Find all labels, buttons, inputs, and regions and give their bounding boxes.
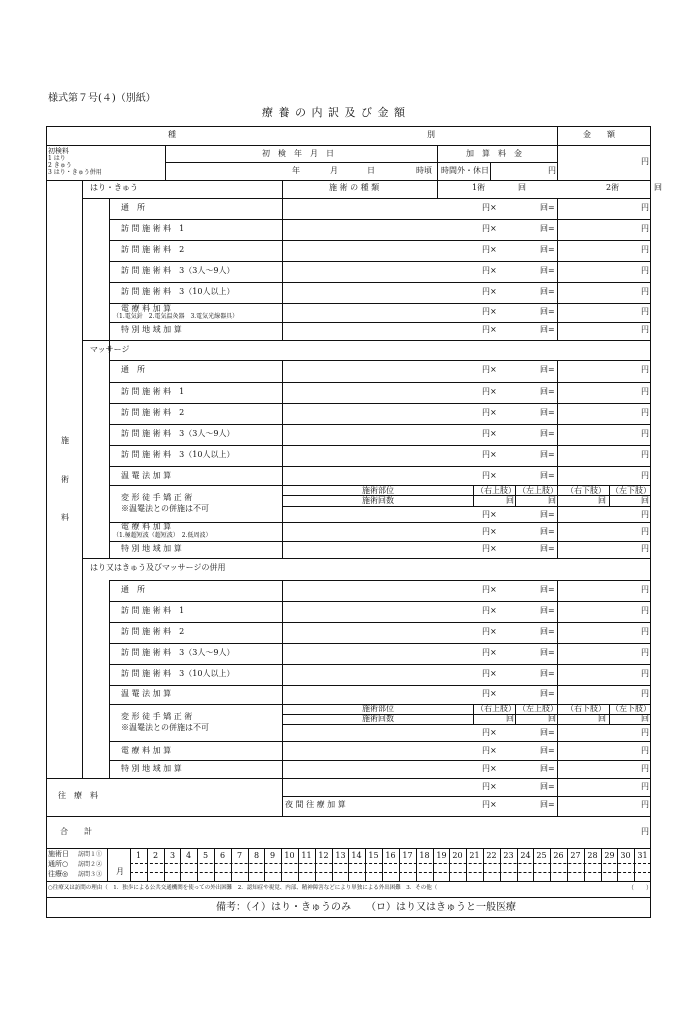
sec1-row-5: 訪 問 施 術 料 3（10人以上） xyxy=(121,287,235,296)
unit-kai: 回 xyxy=(506,714,514,723)
sec1-denryo-sub: （1.電気針 2.電気温灸器 3.電気光線器具） xyxy=(113,313,239,320)
unit-kai: 回= xyxy=(540,764,555,773)
shoken-yen: 円 xyxy=(641,157,649,166)
sec2-henkei: 変 形 徒 手 矯 正 術 xyxy=(121,493,193,502)
unit-yen-x: 円× xyxy=(482,782,497,791)
unit-kai: 回 xyxy=(641,496,649,505)
sec2-row-1: 通 所 xyxy=(121,365,145,374)
day-number: 11 xyxy=(301,851,312,860)
unit-yen-x: 円× xyxy=(482,585,497,594)
shoken-label: 初検料 xyxy=(48,147,69,155)
unit-kai: 回= xyxy=(540,648,555,657)
sec2-henkei-note: ※温罨法との併施は不可 xyxy=(121,504,209,513)
day-number: 7 xyxy=(236,851,243,860)
day-number: 20 xyxy=(452,851,463,860)
days-l1: 施術日 xyxy=(48,850,69,858)
unit-kai: 回= xyxy=(540,224,555,233)
day-number: 16 xyxy=(385,851,396,860)
unit-yen: 円 xyxy=(641,471,649,480)
sec2-limb-2: （左上肢） xyxy=(518,486,558,495)
side-char-1: 施 xyxy=(61,436,69,445)
unit-yen-x: 円× xyxy=(482,627,497,636)
sec1-jutsu1-kai: 回 xyxy=(518,183,526,192)
unit-yen-x: 円× xyxy=(482,471,497,480)
unit-yen: 円 xyxy=(641,669,649,678)
sec3-bui: 施術部位 xyxy=(362,704,394,713)
sec3-kaisu: 施術回数 xyxy=(362,714,394,723)
unit-kai: 回= xyxy=(540,527,555,536)
sec3-title: はり又はきゅう及びマッサージの併用 xyxy=(90,563,226,572)
offhours-yen: 円 xyxy=(548,166,556,175)
unit-kai: 回= xyxy=(540,627,555,636)
day-number: 19 xyxy=(436,851,447,860)
unit-kai: 回= xyxy=(540,325,555,334)
unit-kai: 回= xyxy=(540,606,555,615)
unit-kai: 回= xyxy=(540,245,555,254)
day-number: 23 xyxy=(503,851,514,860)
unit-yen-x: 円× xyxy=(482,728,497,737)
sec1-jutsu2-kai: 回 xyxy=(654,183,662,192)
unit-kai: 回= xyxy=(540,782,555,791)
unit-kai: 回= xyxy=(540,471,555,480)
sec1-title: はり・きゅう xyxy=(90,183,138,192)
unit-yen: 円 xyxy=(641,450,649,459)
day-number: 26 xyxy=(553,851,564,860)
unit-kai: 回= xyxy=(540,669,555,678)
day-number: 18 xyxy=(419,851,430,860)
unit-yen-x: 円× xyxy=(482,325,497,334)
unit-yen-x: 円× xyxy=(482,800,497,809)
unit-yen-x: 円× xyxy=(482,266,497,275)
col-kind2: 別 xyxy=(427,130,435,139)
unit-kai: 回= xyxy=(540,307,555,316)
day-number: 27 xyxy=(570,851,581,860)
day-number: 25 xyxy=(536,851,547,860)
sec1-jutsu2: 2術 xyxy=(606,183,620,192)
unit-yen: 円 xyxy=(641,203,649,212)
day-number: 4 xyxy=(185,851,192,860)
sec2-bui: 施術部位 xyxy=(362,486,394,495)
sec1-kind-header: 施 術 の 種 類 xyxy=(329,183,380,192)
sec3-limb-1: （右上肢） xyxy=(476,704,516,713)
sec1-row-1: 通 所 xyxy=(121,203,145,212)
days-l2: 通所○ xyxy=(48,860,69,868)
day-number: 6 xyxy=(219,851,226,860)
shoken-day: 日 xyxy=(367,166,375,175)
unit-yen-x: 円× xyxy=(482,510,497,519)
unit-yen: 円 xyxy=(641,800,649,809)
unit-kai: 回= xyxy=(540,387,555,396)
sec2-limb-4: （左下肢） xyxy=(611,486,651,495)
sec3-row-3: 訪 問 施 術 料 2 xyxy=(121,627,185,636)
sec2-onshippo: 温 罨 法 加 算 xyxy=(121,471,172,480)
shoken-opt-3: 3 はり・きゅう併用 xyxy=(48,169,102,176)
shoken-month: 月 xyxy=(330,166,338,175)
unit-kai: 回= xyxy=(540,728,555,737)
sec3-henkei-note: ※温罨法との併施は不可 xyxy=(121,723,209,732)
sec1-row-2: 訪 問 施 術 料 1 xyxy=(121,224,185,233)
sec1-jutsu1: 1術 xyxy=(472,183,486,192)
offhours-label: 時間外・休日 xyxy=(441,166,489,175)
unit-yen-x: 円× xyxy=(482,669,497,678)
unit-yen-x: 円× xyxy=(482,450,497,459)
unit-yen: 円 xyxy=(641,224,649,233)
sec3-row-2: 訪 問 施 術 料 1 xyxy=(121,606,185,615)
days-l3b: 訪問３③ xyxy=(78,871,103,878)
day-number: 13 xyxy=(335,851,346,860)
unit-kai: 回= xyxy=(540,287,555,296)
unit-yen-x: 円× xyxy=(482,764,497,773)
sec2-limb-1: （右上肢） xyxy=(476,486,516,495)
day-number: 8 xyxy=(253,851,260,860)
day-number: 28 xyxy=(587,851,598,860)
sec3-tokubetsu: 特 別 地 域 加 算 xyxy=(121,764,182,773)
unit-kai: 回= xyxy=(540,408,555,417)
unit-kai: 回= xyxy=(540,450,555,459)
unit-yen: 円 xyxy=(641,387,649,396)
day-number: 5 xyxy=(202,851,209,860)
unit-kai: 回= xyxy=(540,266,555,275)
unit-kai: 回 xyxy=(548,496,556,505)
day-number: 17 xyxy=(402,851,413,860)
sec2-title: マッサージ xyxy=(90,345,130,354)
unit-kai: 回= xyxy=(540,746,555,755)
unit-yen: 円 xyxy=(641,746,649,755)
day-number: 1 xyxy=(135,851,142,860)
shoken-date-label: 初 検 年 月 日 xyxy=(262,149,334,158)
shoken-opt-2: 2 きゅう xyxy=(48,162,72,169)
unit-yen: 円 xyxy=(641,325,649,334)
unit-kai: 回= xyxy=(540,365,555,374)
unit-yen: 円 xyxy=(641,728,649,737)
day-number: 12 xyxy=(318,851,329,860)
unit-yen: 円 xyxy=(641,544,649,553)
unit-yen: 円 xyxy=(641,510,649,519)
unit-yen: 円 xyxy=(641,606,649,615)
yakan-label: 夜 間 往 療 加 算 xyxy=(285,800,346,809)
sec2-row-2: 訪 問 施 術 料 1 xyxy=(121,387,185,396)
sec2-row-3: 訪 問 施 術 料 2 xyxy=(121,408,185,417)
sec3-limb-2: （左上肢） xyxy=(518,704,558,713)
sec2-limb-3: （右下肢） xyxy=(566,486,606,495)
unit-yen-x: 円× xyxy=(482,224,497,233)
unit-yen-x: 円× xyxy=(482,365,497,374)
unit-yen-x: 円× xyxy=(482,245,497,254)
sec2-row-5: 訪 問 施 術 料 3（10人以上） xyxy=(121,450,235,459)
unit-kai: 回= xyxy=(540,203,555,212)
days-l3: 往療◎ xyxy=(48,870,69,878)
unit-yen-x: 円× xyxy=(482,429,497,438)
unit-kai: 回 xyxy=(548,714,556,723)
side-char-3: 料 xyxy=(61,513,69,522)
form-number: 様式第７号(４)（別紙） xyxy=(48,93,156,104)
day-number: 15 xyxy=(368,851,379,860)
sec3-limb-4: （左下肢） xyxy=(611,704,651,713)
sec2-denryo: 電 療 料 加 算 xyxy=(121,522,172,531)
unit-kai: 回 xyxy=(598,496,606,505)
ouryo-label: 往 療 料 xyxy=(58,791,98,800)
unit-yen-x: 円× xyxy=(482,544,497,553)
sec3-henkei: 変 形 徒 手 矯 正 術 xyxy=(121,712,193,721)
shoken-time: 時頃 xyxy=(416,166,432,175)
days-month: 月 xyxy=(116,867,124,876)
day-number: 2 xyxy=(152,851,159,860)
day-number: 3 xyxy=(169,851,176,860)
unit-yen-x: 円× xyxy=(482,689,497,698)
unit-yen-x: 円× xyxy=(482,387,497,396)
sec2-tokubetsu: 特 別 地 域 加 算 xyxy=(121,544,182,553)
day-number: 29 xyxy=(604,851,615,860)
unit-kai: 回= xyxy=(540,689,555,698)
sec3-row-4: 訪 問 施 術 料 3（3人～9人） xyxy=(121,648,235,657)
unit-kai: 回 xyxy=(598,714,606,723)
sec1-row-3: 訪 問 施 術 料 2 xyxy=(121,245,185,254)
unit-yen: 円 xyxy=(641,307,649,316)
day-number: 30 xyxy=(620,851,631,860)
unit-kai: 回 xyxy=(506,496,514,505)
day-number: 22 xyxy=(486,851,497,860)
unit-kai: 回= xyxy=(540,510,555,519)
unit-yen: 円 xyxy=(641,585,649,594)
unit-yen-x: 円× xyxy=(482,648,497,657)
unit-kai: 回= xyxy=(540,800,555,809)
unit-yen: 円 xyxy=(641,429,649,438)
unit-yen: 円 xyxy=(641,408,649,417)
kasan-label: 加 算 料 金 xyxy=(466,149,522,158)
sec2-denryo-sub: （1.極超短波（超短波） 2.低周波） xyxy=(113,532,212,539)
unit-yen-x: 円× xyxy=(482,746,497,755)
unit-yen-x: 円× xyxy=(482,606,497,615)
sec2-row-4: 訪 問 施 術 料 3（3人～9人） xyxy=(121,429,235,438)
unit-yen: 円 xyxy=(641,648,649,657)
unit-yen-x: 円× xyxy=(482,307,497,316)
col-kind: 種 xyxy=(168,130,176,139)
unit-kai: 回= xyxy=(540,544,555,553)
days-l2b: 訪問２② xyxy=(78,861,103,868)
unit-yen-x: 円× xyxy=(482,203,497,212)
unit-yen-x: 円× xyxy=(482,527,497,536)
total-label: 合 計 xyxy=(60,827,92,836)
side-char-2: 術 xyxy=(61,475,69,484)
unit-kai: 回= xyxy=(540,585,555,594)
unit-kai: 回= xyxy=(540,429,555,438)
reason-end: （ ） xyxy=(628,885,653,892)
unit-yen: 円 xyxy=(641,527,649,536)
sec2-kaisu: 施術回数 xyxy=(362,496,394,505)
total-yen: 円 xyxy=(641,827,649,836)
unit-yen: 円 xyxy=(641,266,649,275)
unit-yen-x: 円× xyxy=(482,287,497,296)
sec3-denryo: 電 療 料 加 算 xyxy=(121,746,172,755)
sec3-onshippo: 温 罨 法 加 算 xyxy=(121,689,172,698)
day-number: 14 xyxy=(351,851,362,860)
sec1-tokubetsu: 特 別 地 域 加 算 xyxy=(121,325,182,334)
col-amount: 金 額 xyxy=(583,130,615,139)
unit-kai: 回 xyxy=(641,714,649,723)
remarks: 備考：（イ）はり・きゅうのみ （ロ）はり又はきゅうと一般医療 xyxy=(216,902,516,913)
shoken-opt-1: 1 はり xyxy=(48,155,66,162)
day-number: 31 xyxy=(637,851,648,860)
page-title: 療 養 の 内 訳 及 び 金 額 xyxy=(262,106,406,119)
unit-yen: 円 xyxy=(641,782,649,791)
day-number: 21 xyxy=(469,851,480,860)
sec3-limb-3: （右下肢） xyxy=(566,704,606,713)
sec3-row-1: 通 所 xyxy=(121,585,145,594)
day-number: 9 xyxy=(269,851,276,860)
unit-yen-x: 円× xyxy=(482,408,497,417)
unit-yen: 円 xyxy=(641,287,649,296)
unit-yen: 円 xyxy=(641,764,649,773)
reason-text: ○往療又は訪問の理由（ 1．独歩による公共交通機関を使っての外出困難 2．認知症や視覚、内部、精神障害などにより単独による外出困難 3．その他（ xyxy=(48,885,438,891)
unit-yen: 円 xyxy=(641,365,649,374)
sec1-row-4: 訪 問 施 術 料 3（3人～9人） xyxy=(121,266,235,275)
days-l1b: 訪問１① xyxy=(78,851,103,858)
shoken-year: 年 xyxy=(292,166,300,175)
sec3-row-5: 訪 問 施 術 料 3（10人以上） xyxy=(121,669,235,678)
day-number: 24 xyxy=(520,851,531,860)
unit-yen: 円 xyxy=(641,689,649,698)
day-number: 10 xyxy=(284,851,295,860)
unit-yen: 円 xyxy=(641,245,649,254)
sec1-denryo: 電 療 料 加 算 xyxy=(121,304,172,313)
unit-yen: 円 xyxy=(641,627,649,636)
